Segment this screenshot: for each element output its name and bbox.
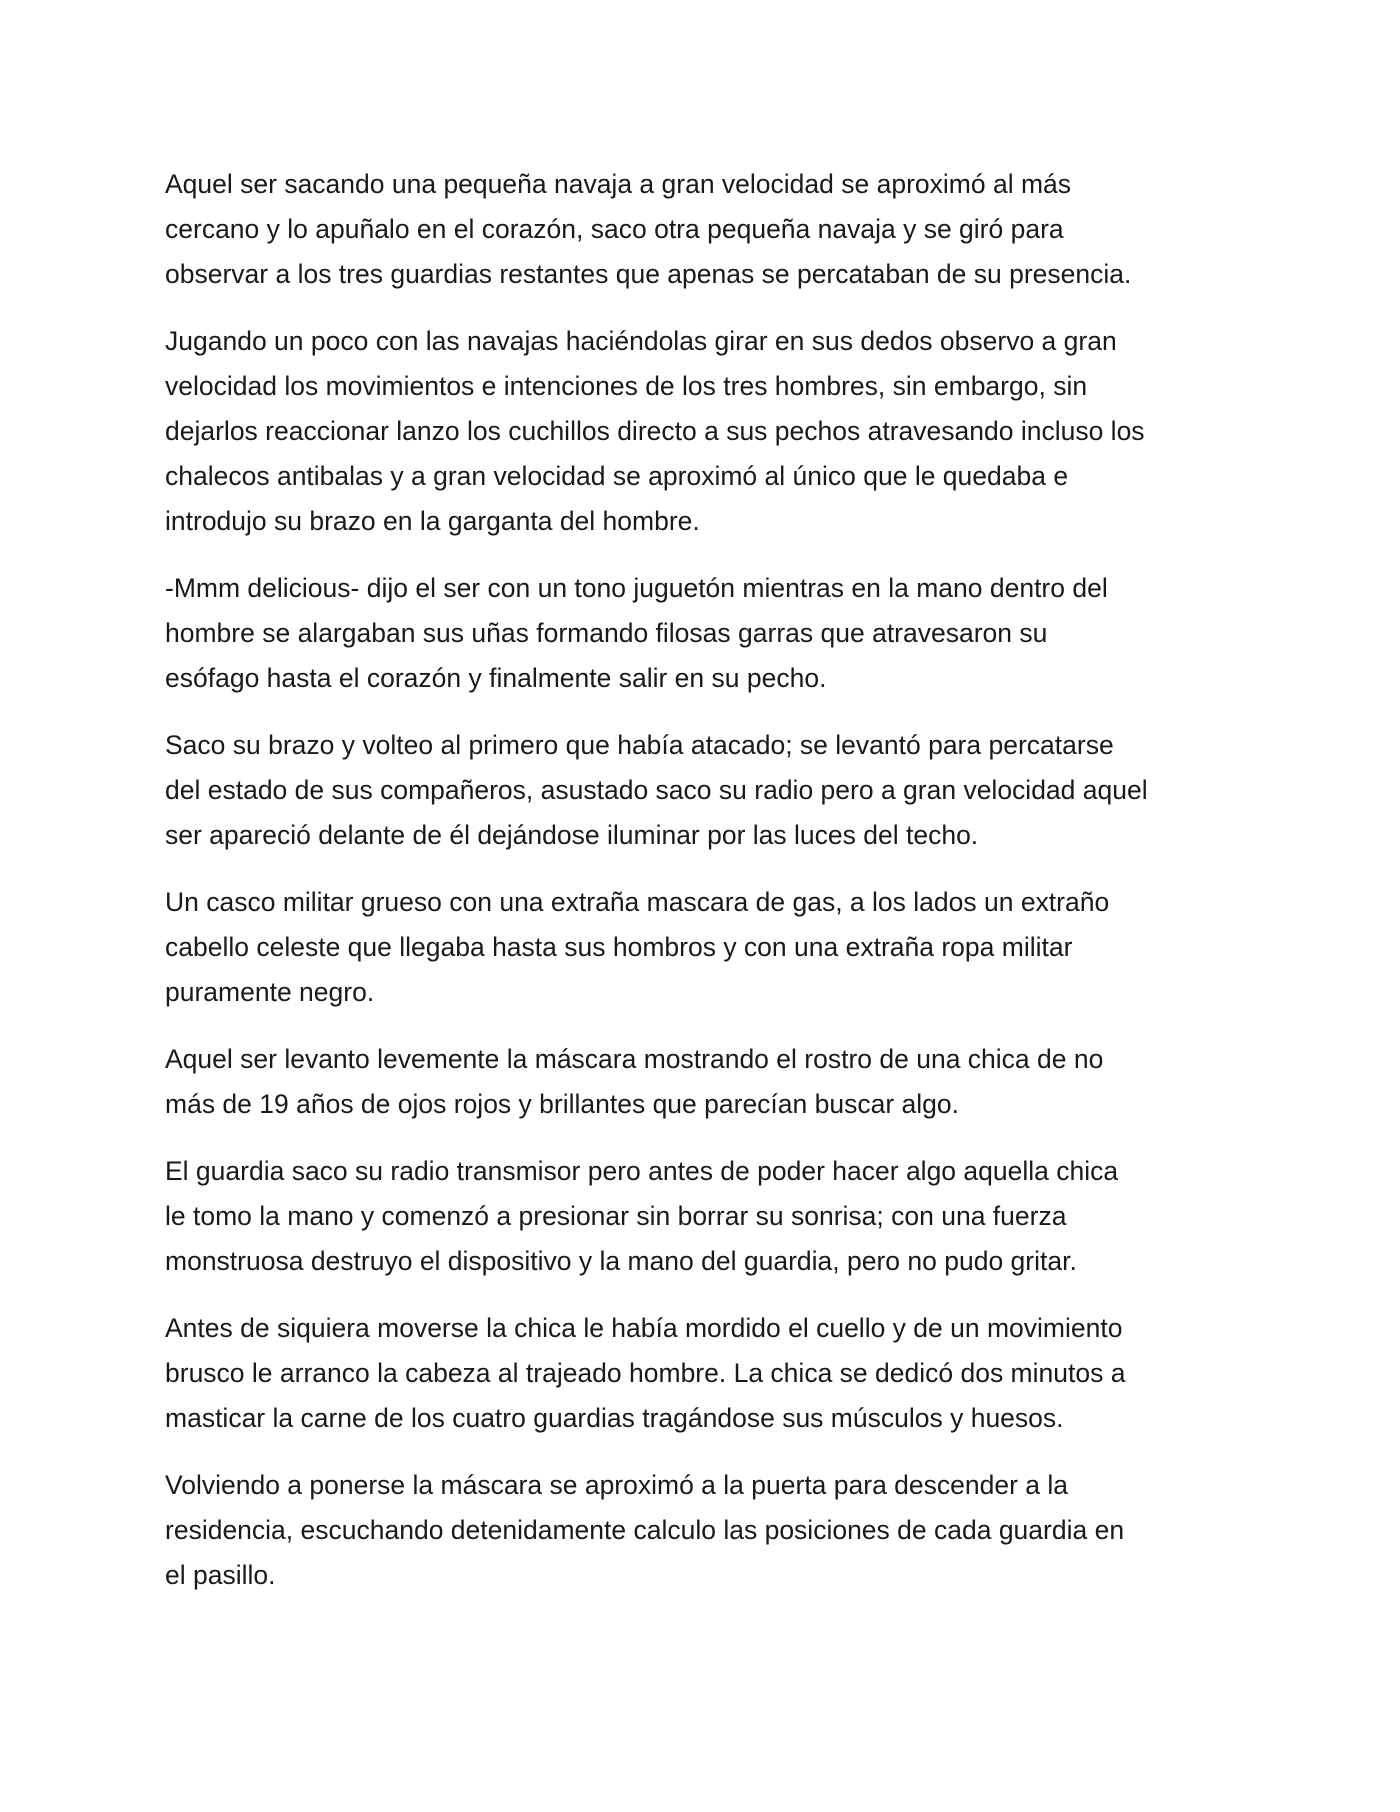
- paragraph-4: [165, 723, 1255, 858]
- paragraph-1: [165, 162, 1255, 297]
- paragraph-3: [165, 566, 1255, 701]
- text-line: Saco su brazo y volteo al primero que había atacado; se levantó para percatarse: [165, 730, 1114, 760]
- paragraph-8: [165, 1306, 1255, 1441]
- text-line: Aquel ser sacando una pequeña navaja a gran velocidad se aproximó al más: [165, 169, 1072, 199]
- paragraph-2: [165, 319, 1255, 544]
- text-line: Antes de siquiera moverse la chica le había mordido el cuello y de un movimiento: [165, 1313, 1123, 1343]
- text-line: del estado de sus compañeros, asustado saco su radio pero a gran velocidad aquel: [165, 775, 1148, 805]
- text-line: introdujo su brazo en la garganta del hombre.: [165, 506, 700, 536]
- text-line: Volviendo a ponerse la máscara se aproximó a la puerta para descender a la: [165, 1470, 1069, 1500]
- text-line: ser apareció delante de él dejándose iluminar por las luces del techo.: [165, 820, 979, 850]
- paragraph-9: [165, 1463, 1255, 1598]
- text-line: residencia, escuchando detenidamente calculo las posiciones de cada guardia en: [165, 1515, 1125, 1545]
- text-line: cabello celeste que llegaba hasta sus hombros y con una extraña ropa militar: [165, 932, 1073, 962]
- text-line: monstruosa destruyo el dispositivo y la mano del guardia, pero no pudo gritar.: [165, 1246, 1077, 1276]
- text-line: Jugando un poco con las navajas haciéndolas girar en sus dedos observo a gran: [165, 326, 1117, 356]
- paragraph-6: [165, 1037, 1255, 1127]
- text-line: más de 19 años de ojos rojos y brillantes que parecían buscar algo.: [165, 1089, 960, 1119]
- text-line: dejarlos reaccionar lanzo los cuchillos directo a sus pechos atravesando incluso los: [165, 416, 1145, 446]
- text-line: Un casco militar grueso con una extraña mascara de gas, a los lados un extraño: [165, 887, 1110, 917]
- text-line: esófago hasta el corazón y finalmente salir en su pecho.: [165, 663, 827, 693]
- text-line: puramente negro.: [165, 977, 375, 1007]
- paragraph-5: [165, 880, 1255, 1015]
- text-line: observar a los tres guardias restantes que apenas se percataban de su presencia.: [165, 259, 1132, 289]
- text-line: velocidad los movimientos e intenciones de los tres hombres, sin embargo, sin: [165, 371, 1088, 401]
- text-line: le tomo la mano y comenzó a presionar sin borrar su sonrisa; con una fuerza: [165, 1201, 1067, 1231]
- text-line: masticar la carne de los cuatro guardias tragándose sus músculos y huesos.: [165, 1403, 1064, 1433]
- paragraph-7: [165, 1149, 1255, 1284]
- text-line: hombre se alargaban sus uñas formando filosas garras que atravesaron su: [165, 618, 1048, 648]
- text-line: chalecos antibalas y a gran velocidad se aproximó al único que le quedaba e: [165, 461, 1069, 491]
- text-line: El guardia saco su radio transmisor pero antes de poder hacer algo aquella chica: [165, 1156, 1119, 1186]
- text-line: Aquel ser levanto levemente la máscara mostrando el rostro de una chica de no: [165, 1044, 1104, 1074]
- text-line: cercano y lo apuñalo en el corazón, saco otra pequeña navaja y se giró para: [165, 214, 1064, 244]
- document-body: [165, 162, 1255, 1620]
- text-line: el pasillo.: [165, 1560, 276, 1590]
- text-line: -Mmm delicious- dijo el ser con un tono juguetón mientras en la mano dentro del: [165, 573, 1108, 603]
- text-line: brusco le arranco la cabeza al trajeado hombre. La chica se dedicó dos minutos a: [165, 1358, 1126, 1388]
